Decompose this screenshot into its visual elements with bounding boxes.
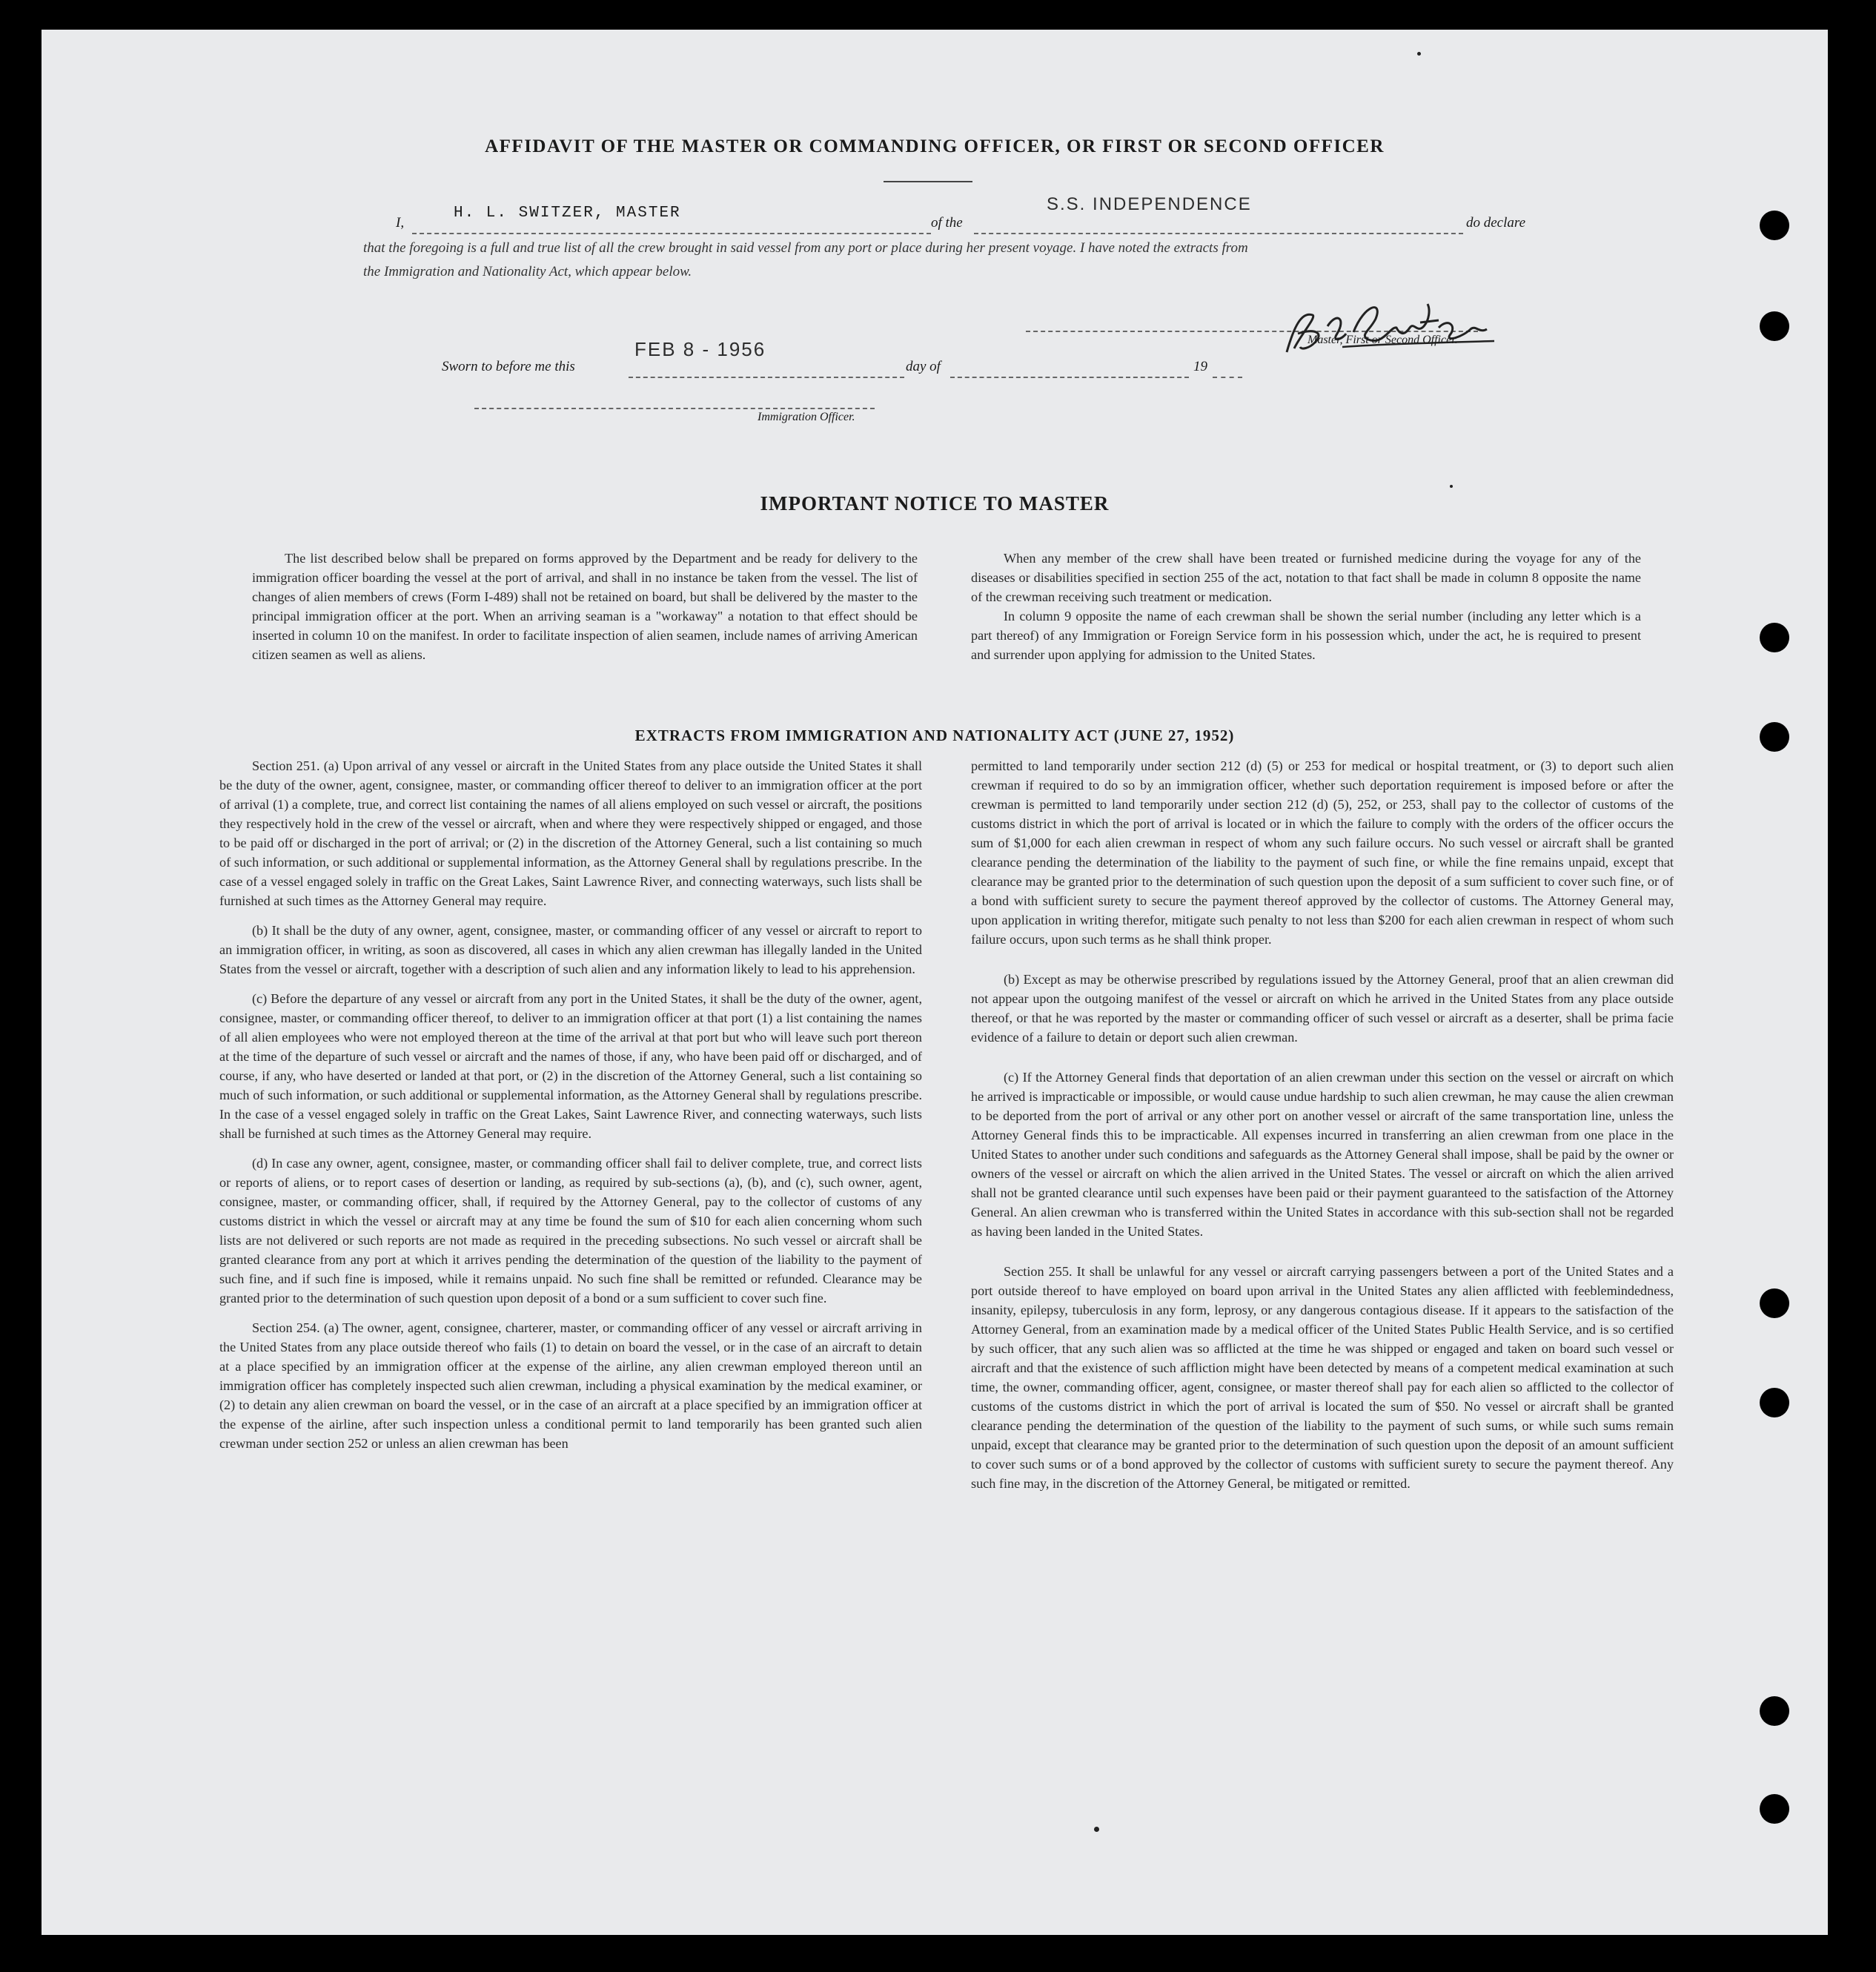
extract-right-paragraph <box>971 1262 1674 1493</box>
punch-hole <box>1760 1388 1789 1417</box>
extract-right-text: permitted to land temporarily under section 212 (d) (5) or 253 for medical or hospital treatment, or (3) to deport such alien crewman if required to do so by an immigration officer, whether such deportation requirement is imposed before or after the crewman is permitted to land temporarily under section 212 (d) (5), 252, or 253, shall pay to the collector of customs of the customs district in which the port of arrival is located or in which the failure to comply with the orders of the officer occurs the sum of $1,000 for each alien crewman in respect of whom any such failure occurs. No such vessel or aircraft shall be granted clearance pending the determination of the liability to the payment of such fine, or while the fine remains unpaid, except that clearance may be granted prior to the determination of such question upon the deposit of a sum sufficient to cover such fine, or of a bond with sufficient surety to secure the payment thereof approved by the collector of customs. The Attorney General may, upon application in writing therefor, mitigate such penalty to not less than $200 for each alien crewman in respect of whom such failure occurs, upon such terms as he shall think proper. <box>971 758 1674 947</box>
title-rule <box>884 181 972 182</box>
notice-left-paragraph <box>252 549 918 664</box>
extract-left-text: (b) It shall be the duty of any owner, agent, consignee, master, or commanding officer of any vessel or aircraft to report to an immigration officer, in writing, as soon as discovered, all cases in which any alien crewman has illegally landed in the United States from the vessel or aircraft, together with a description of such alien and any information likely to lead to his apprehension. <box>219 923 922 976</box>
punch-hole <box>1760 1696 1789 1726</box>
notice-left-column <box>252 549 918 664</box>
punch-hole <box>1760 623 1789 652</box>
statement-line-1: that the foregoing is a full and true list of all the crew brought in said vessel from any port or place during her present voyage. I have noted the extracts from <box>363 240 1248 256</box>
signature-caption: Master, First or Second Officer. <box>1307 334 1458 346</box>
punch-hole <box>1760 311 1789 341</box>
vessel-name: S.S. INDEPENDENCE <box>1047 194 1252 214</box>
notice-right-column <box>971 549 1641 675</box>
extract-right-paragraph <box>971 756 1674 949</box>
notice-right-text-1: When any member of the crew shall have been treated or furnished medicine during the voyage for any of the diseases or disabilities specified in section 255 of the act, notation to that fact shall be made in column 8 opposite the name of the crewman receiving such treatment or medication. <box>971 551 1641 604</box>
notice-left-text: The list described below shall be prepared on forms approved by the Department and be ready for delivery to the immigration officer boarding the vessel at the port of arrival, and shall in no instance be taken from the vessel. The list of changes of alien members of crews (Form I-489) shall not be retained on board, but shall be delivered by the master to the principal immigration officer at the port. When an arriving seaman is a "workaway" a notation to that effect should be inserted in column 10 on the manifest. In order to facilitate inspection of alien seamen, include names of arriving American citizen seamen as well as aliens. <box>252 551 918 662</box>
affidavit-title: AFFIDAVIT OF THE MASTER OR COMMANDING OFFICER, OR FIRST OR SECOND OFFICER <box>485 136 1385 156</box>
extract-left-paragraph <box>219 989 922 1143</box>
scan-speck <box>1094 1827 1099 1832</box>
sworn-date-field <box>629 377 904 378</box>
extract-right-paragraph <box>971 1068 1674 1241</box>
extract-left-paragraph <box>219 1318 922 1453</box>
of-the-label: of the <box>931 215 963 231</box>
extract-left-paragraph <box>219 1154 922 1308</box>
extracts-title: EXTRACTS FROM IMMIGRATION AND NATIONALITY ACT (JUNE 27, 1952) <box>634 727 1235 744</box>
sworn-date-stamp: FEB 8 - 1956 <box>634 338 766 360</box>
notice-title: IMPORTANT NOTICE TO MASTER <box>760 492 1110 514</box>
declarant-name: H. L. SWITZER, MASTER <box>454 205 681 222</box>
do-declare-label: do declare <box>1466 215 1526 231</box>
punch-hole <box>1760 211 1789 240</box>
extract-left-text: (c) Before the departure of any vessel or aircraft from any port in the United States, it shall be the duty of the owner, agent, consignee, master, or commanding officer thereof, to deliver to an immigration officer at that port (1) a list containing the names of all alien employees who were not employed thereon at the time of the arrival at that port but who will leave such port thereon at the time of the departure of such vessel or aircraft and the names of those, if any, who have been paid off or discharged, and of course, if any, who have deserted or landed at that port, or (2) in the discretion of the Attorney General, such a list containing so much of such information, or such additional or supplemental information, as the Attorney General shall by regulations prescribe. In the case of a vessel engaged solely in traffic on the Great Lakes, Saint Lawrence River, and connecting waterways, such lists shall be furnished at such times as the Attorney General may require. <box>219 991 922 1141</box>
punch-hole <box>1760 1794 1789 1824</box>
scan-speck <box>1450 485 1453 488</box>
sworn-label: Sworn to before me this <box>442 359 575 374</box>
extract-left-text: (d) In case any owner, agent, consignee, master, or commanding officer shall fail to deliver complete, true, and correct lists or reports of aliens, or to report cases of desertion or landing, as required by sub-sections (a), (b), and (c), such owner, agent, consignee, master, or commanding officer, shall, if required by the Attorney General, pay to the collector of customs of any customs district in which the vessel or aircraft may at any time be found the sum of $10 for each alien concerning whom such lists are not delivered or such reports are not made as required in the preceding subsections. No such vessel or aircraft shall be granted clearance from any port at which it arrives pending the determination of the question of the liability to the payment of such fine, and if such fine is imposed, while it remains unpaid. No such fine shall be remitted or refunded. Clearance may be granted prior to the determination of such question upon deposit of a bond or a sum sufficient to cover such fine. <box>219 1156 922 1306</box>
extract-left-text: Section 251. (a) Upon arrival of any vessel or aircraft in the United States from any place outside the United States it shall be the duty of the owner, agent, consignee, master, or commanding officer thereof to deliver to an immigration officer at the port of arrival (1) a complete, true, and correct list containing the names of all aliens employed on such vessel or aircraft, the positions they respectively hold in the crew of the vessel or aircraft, when and where they were respectively shipped or engaged, and those to be paid off or discharged in the port of arrival; or (2) in the discretion of the Attorney General, such a list containing so much of such information, or such additional or supplemental information, as the Attorney General shall by regulations prescribe. In the case of a vessel engaged solely in traffic on the Great Lakes, Saint Lawrence River, and connecting waterways, such lists shall be furnished at such times as the Attorney General may require. <box>219 758 922 908</box>
day-of-label: day of <box>906 359 941 374</box>
i-label: I, <box>396 215 405 231</box>
extract-left-paragraph <box>219 921 922 979</box>
extract-left-paragraph <box>219 756 922 910</box>
punch-hole <box>1760 722 1789 752</box>
extract-right-text: (b) Except as may be otherwise prescribed by regulations issued by the Attorney General, proof that an alien crewman did not appear upon the outgoing manifest of the vessel or aircraft on which he arrived in the United States from any place outside thereof, or that he was reported by the master or commanding officer of such vessel or aircraft as a deserter, shall be prima facie evidence of a failure to detain or deport such alien crewman. <box>971 972 1674 1045</box>
notice-right-paragraph-2 <box>971 606 1641 664</box>
scan-speck <box>1417 52 1421 56</box>
officer-signature-line <box>474 408 875 409</box>
signature-image <box>1272 282 1509 371</box>
officer-caption: Immigration Officer. <box>758 411 855 423</box>
extract-right-text: Section 255. It shall be unlawful for any vessel or aircraft carrying passengers between a port of the United States and a port outside thereof to have employed on board upon arrival in the United States any alien afflicted with feeblemindedness, insanity, epilepsy, tuberculosis in any form, leprosy, or any dangerous contagious disease. If it appears to the satisfaction of the Attorney General, from an examination made by a medical officer of the United States Public Health Service, and is so certified by such officer, that any such alien was so afflicted at the time he was shipped or engaged and taken on board such vessel or aircraft and that the existence of such affliction might have been detected by means of a competent medical examination at such time, the owner, commanding officer, agent, consignee, or master thereof shall pay for each alien so afflicted to the collector of customs of the customs district in which the port of arrival is located the sum of $50. No vessel or aircraft shall be granted clearance pending the determination of the question of the liability to the payment of such sums, or while such sums remain unpaid, except that clearance may be granted prior to the determination of such question upon the deposit of an amount sufficient to cover such sums or of a bond approved by the collector of customs with sufficient surety to secure the payment thereof. Any such fine may, in the discretion of the Attorney General, be mitigated or remitted. <box>971 1264 1674 1491</box>
extract-right-text: (c) If the Attorney General finds that deportation of an alien crewman under this section on the vessel or aircraft on which he arrived is impracticable or impossible, or would cause undue hardship to such alien crewman, he may cause the alien crewman to be deported from the port of arrival or any other port on another vessel or aircraft of the same transportation line, unless the Attorney General finds this to be impracticable. All expenses incurred in transferring an alien crewman from one place in the United States to another under such conditions and safeguards as the Attorney General shall impose, shall be paid by the owner or owners of the vessel or aircraft on which the alien arrived in the United States. The vessel or aircraft on which the alien arrived shall not be granted clearance until such expenses have been paid or their payment guaranteed to the satisfaction of the Attorney General. An alien crewman who is transferred within the United States in accordance with this sub-section shall not be regarded as having been landed in the United States. <box>971 1070 1674 1239</box>
month-field <box>950 377 1189 378</box>
extracts-right-column <box>971 756 1674 1503</box>
declarant-field <box>412 233 931 234</box>
punch-hole <box>1760 1288 1789 1318</box>
notice-right-paragraph-1 <box>971 549 1641 606</box>
extract-right-paragraph <box>971 970 1674 1047</box>
statement-line-2: the Immigration and Nationality Act, which appear below. <box>363 264 692 279</box>
notice-right-text-2: In column 9 opposite the name of each crewman shall be shown the serial number (including any letter which is a part thereof) of any Immigration or Foreign Service form in his possession which, under the act, he is required to present and surrender upon applying for admission to the United States. <box>971 609 1641 662</box>
extract-left-text: Section 254. (a) The owner, agent, consignee, charterer, master, or commanding officer of any vessel or aircraft arriving in the United States from any place outside thereof who fails (1) to detain on board the vessel, or in the case of an aircraft to detain at a place specified by an immigration officer at the expense of the airline, any alien crewman employed thereon until an immigration officer has completely inspected such alien crewman, including a physical examination by the medical examiner, or (2) to detain any alien crewman on board the vessel, or in the case of an aircraft at a place specified by an immigration officer at the expense of the airline, after such inspection unless a conditional permit to land temporarily has been granted such alien crewman under section 252 or unless an alien crewman has been <box>219 1320 922 1451</box>
extracts-left-column <box>219 756 922 1463</box>
vessel-field <box>974 233 1463 234</box>
document-page <box>42 30 1828 1935</box>
year-label: 19 <box>1193 359 1207 374</box>
year-field <box>1213 377 1242 378</box>
